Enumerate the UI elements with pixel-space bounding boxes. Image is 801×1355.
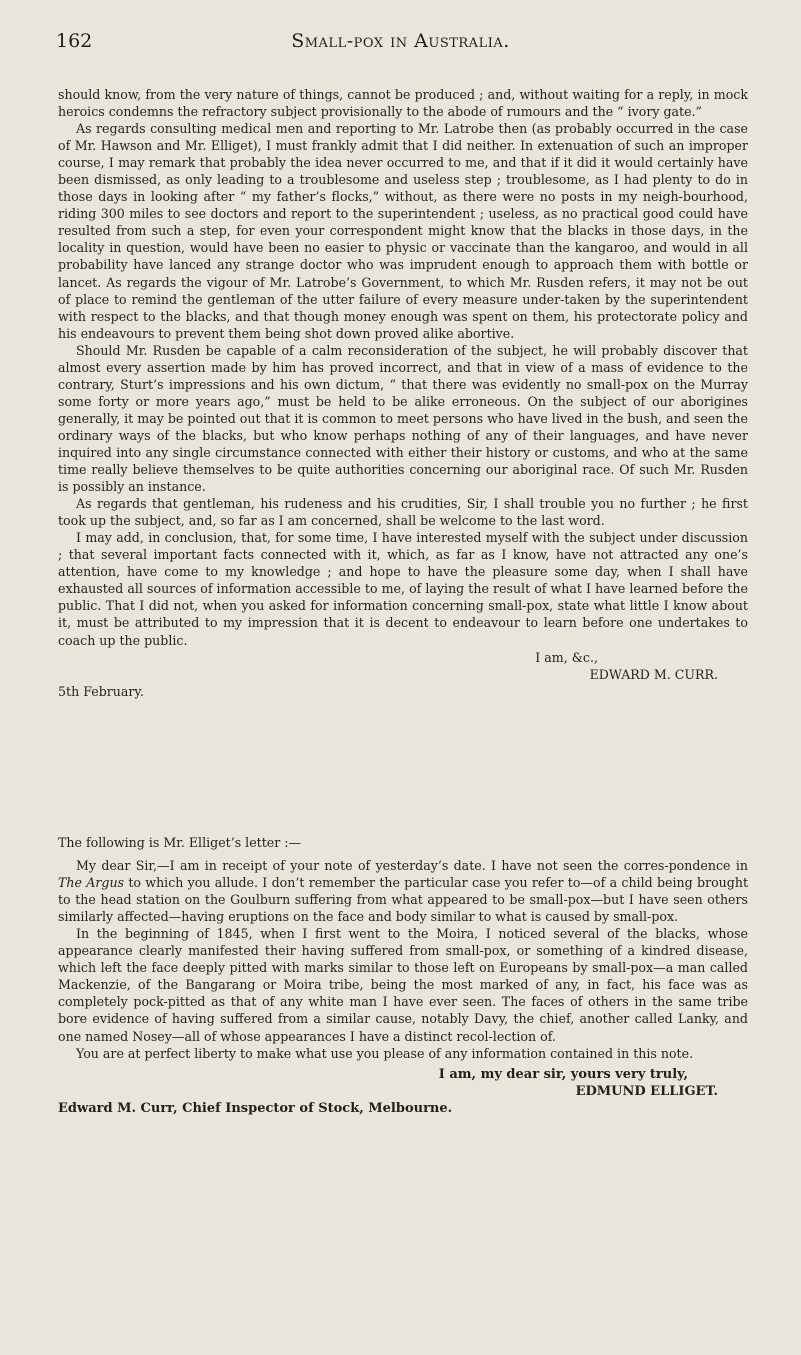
text-run: to which you allude. I don’t remember the particular case you refer to—of a child being brought to the head station on the Goulburn suffering from what appeared to be small-pox—but I have seen others similarly affected—having eruptions on the face and body similar to what is caused by small-pox.	[58, 875, 749, 925]
paragraph: Should Mr. Rusden be capable of a calm reconsideration of the subject, he will probably discover that almost every assertion made by him has proved incorrect, and that in view of a mass of evidence to the contrary, Sturt’s impressions and his own dictum, “ that there was evidently no small-pox on the Murray some forty or more years ago,” must be held to be alike erroneous. On the subject of our aborigines generally, it may be pointed out that it is common to meet persons who have lived in the bush, and seen the ordinary ways of the blacks, but who know perhaps nothing of any of their languages, and have never inquired into any single circumstance connected with either their history or customs, and who at the same time really believe themselves to be quite authorities concerning our aboriginal race. Of such Mr. Rusden is possibly an instance.	[58, 342, 748, 495]
text-run: My dear Sir,—I am in receipt of your note of yesterday’s date. I have not seen the corres-pondence in	[76, 858, 748, 874]
page-number: 162	[56, 30, 93, 52]
signature: EDWARD M. CURR.	[589, 666, 718, 682]
closing: I am, my dear sir, yours very truly,	[438, 1066, 688, 1082]
paragraph: As regards consulting medical men and reporting to Mr. Latrobe then (as probably occurred in the case of Mr. Hawson and Mr. Elliget), I must frankly admit that I did neither. In extenuation of such an improper course, I may remark that probably the idea never occurred to me, and that if it did it would certainly have been dismissed, as only leading to a troublesome and useless step ; troublesome, as I had plenty to do in those days in looking after “ my father’s flocks,” without, as there were no posts in my neigh-bourhood, riding 300 miles to see doctors and report to the superintendent ; useless, as no practical good could have resulted from such a step, for even your correspondent might know that the blacks in those days, in the locality in question, would have been no easier to physic or vaccinate than the kangaroo, and would in all probability have lanced any strange doctor who was imprudent enough to approach them with bottle or lancet. As regards the vigour of Mr. Latrobe’s Government, to which Mr. Rusden refers, it may not be out of place to remind the gentleman of the utter failure of every measure under-taken by the superintendent with respect to the blacks, and that though money enough was spent on them, his protectorate policy and his endeavours to prevent them being shot down proved alike abortive.	[58, 121, 748, 341]
paragraph: As regards that gentleman, his rudeness and his crudities, Sir, I shall trouble you no further ; he first took up the subject, and, so far as I am concerned, shall be welcome to the last word.	[58, 496, 748, 529]
paragraph: In the beginning of 1845, when I first went to the Moira, I noticed several of the blacks, whose appearance clearly manifested their having suffered from small-pox, or something of a kindred disease, which left the face deeply pitted with marks similar to those left on Europeans by small-pox—a man called Mackenzie, of the Bangarang or Moira tribe, being the most marked of any, in fact, his face was as completely pock-pitted as that of any white man I have ever seen. The faces of others in the same tribe bore evidence of having suffered from a similar cause, notably Davy, the chief, another called Lanky, and one named Nosey—all of whose appearances I have a distinct recol-lection of.	[58, 926, 748, 1044]
addressee: Edward M. Curr, Chief Inspector of Stock, Melbourne.	[58, 1100, 453, 1116]
paragraph: You are at perfect liberty to make what use you please of any information contained in this note.	[76, 1045, 694, 1061]
paragraph: should know, from the very nature of things, cannot be produced ; and, without waiting for a reply, in mock heroics condemns the refractory subject provisionally to the abode of rumours and the “ ivory gate.”	[58, 87, 748, 120]
paragraph: I may add, in conclusion, that, for some time, I have interested myself with the subject under discussion ; that several important facts connected with it, which, as far as I know, have not attracted any one’s attention, have come to my knowledge ; and hope to have the pleasure some day, when I shall have exhausted all sources of information accessible to me, of laying the result of what I have learned before the public. That I did not, when you asked for information concerning small-pox, state what little I know about it, must be attributed to my impression that it is decent to endeavour to learn before one undertakes to coach up the public.	[58, 530, 748, 648]
date-line: 5th February.	[58, 683, 144, 699]
page-header	[0, 30, 801, 60]
closing: I am, &c.,	[535, 649, 598, 665]
elliget-section	[58, 834, 748, 1117]
signature: EDMUND ELLIGET.	[575, 1083, 718, 1099]
running-title: Small-pox in Australia.	[291, 30, 510, 52]
paragraph	[58, 857, 748, 925]
newspaper-title: The Argus	[58, 875, 125, 891]
curr-letter	[58, 86, 748, 700]
intro-line: The following is Mr. Elliget’s letter :—	[58, 835, 302, 850]
